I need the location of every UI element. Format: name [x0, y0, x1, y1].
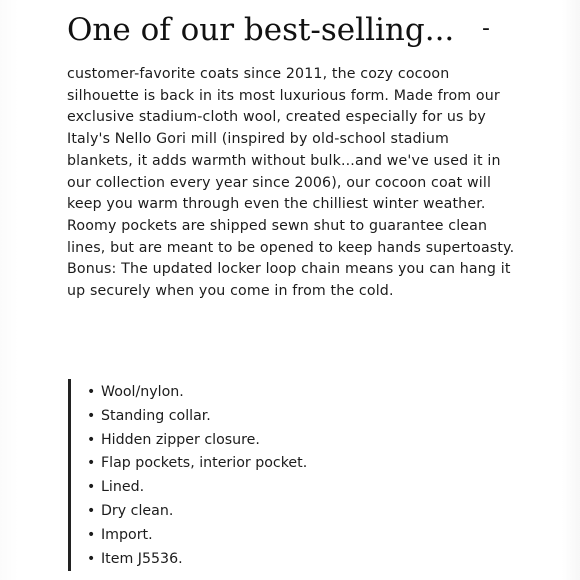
spec-item [84, 524, 307, 548]
bullet-icon: • [87, 384, 96, 400]
bullet-icon: • [87, 431, 96, 448]
spec-item-label: Wool/nylon. [101, 384, 184, 400]
bullet-icon: • [87, 455, 96, 472]
spec-item-label: Flap pockets, interior pocket. [101, 455, 308, 472]
spec-item [84, 500, 307, 524]
spec-item [84, 429, 307, 453]
spec-item-label: Dry clean. [101, 502, 174, 519]
collapse-toggle-button[interactable]: - [482, 16, 490, 41]
spec-item [84, 476, 307, 500]
spec-item-label: Lined. [101, 479, 145, 496]
bullet-icon: • [87, 526, 96, 543]
spec-list [84, 381, 307, 571]
spec-item [84, 381, 307, 405]
spec-item-label: Standing collar. [101, 407, 211, 424]
bullet-icon: • [87, 502, 96, 519]
spec-item-label: Item J5536. [101, 550, 183, 567]
spec-item-label: Import. [101, 526, 153, 543]
spec-item [84, 405, 307, 429]
bullet-icon: • [87, 407, 96, 424]
spec-list-block [68, 379, 511, 571]
product-description: customer-favorite coats since 2011, the cozy cocoon silhouette is back in its most luxurious form. Made from our exclusive stadium-cloth wool, created especially for us by Italy's Nello Gori mill (inspired by old-school stadium blankets, it adds warmth without bulk...and we've used it in our collection every year since 2006), our cocoon coat will keep you warm through even the chilliest winter weather. Roomy pockets are shipped sewn shut to guarantee clean lines, but are meant to be opened to keep hands supertoasty. Bonus: The updated locker loop chain means you can hang it up securely when you come in from the cold. [67, 66, 515, 300]
section-title: One of our best-selling... [67, 12, 455, 48]
bullet-icon: • [87, 550, 96, 567]
spec-item-label: Hidden zipper closure. [101, 431, 260, 448]
spec-item [84, 548, 307, 572]
bullet-icon: • [87, 479, 96, 496]
spec-item [84, 452, 307, 476]
